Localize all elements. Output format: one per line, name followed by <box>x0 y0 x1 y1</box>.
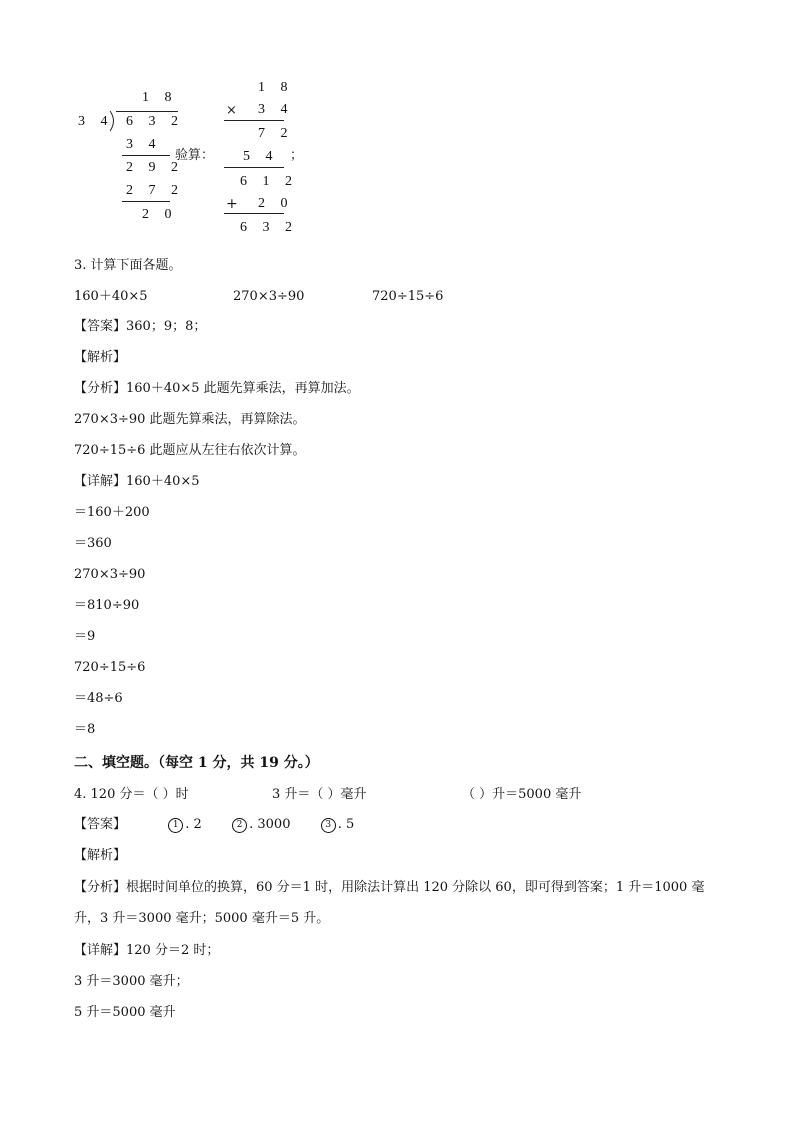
q4-detail-3: 5 升＝5000 毫升 <box>74 1005 176 1020</box>
division-line-2 <box>122 201 170 202</box>
mult-line-2 <box>224 167 284 168</box>
divisor: 3 4 <box>78 114 114 129</box>
q3-step-1: ＝160＋200 <box>74 505 150 520</box>
q3-analysis-2: 270×3÷90 此题先算乘法，再算除法。 <box>74 412 306 427</box>
q4-answer-1: . 2 <box>185 817 202 832</box>
multiplier: 3 4 <box>258 102 294 117</box>
partial-product-2: 5 4 <box>243 149 279 164</box>
answer-2-marker: 2 <box>232 818 247 833</box>
q4-detail-2: 3 升＝3000 毫升； <box>74 974 189 989</box>
answer-3-marker: 3 <box>321 818 336 833</box>
q4-question-c: （ ）升＝5000 毫升 <box>462 787 582 802</box>
division-bracket <box>108 110 118 132</box>
q4-answer-label: 【答案】 <box>74 817 127 832</box>
q4-question-b: 3 升＝（ ）毫升 <box>272 787 367 802</box>
q3-analysis-1: 【分析】160＋40×5 此题先算乘法，再算加法。 <box>74 381 360 396</box>
q3-step-6: 720÷15÷6 <box>74 660 146 675</box>
check-result: 6 3 2 <box>240 220 298 235</box>
q3-step-7: ＝48÷6 <box>74 691 123 706</box>
q3-expr-1: 160＋40×5 <box>74 289 148 304</box>
times-sign: × <box>226 103 237 118</box>
q3-jiexi: 【解析】 <box>74 350 127 365</box>
dividend: 6 3 2 <box>126 114 184 129</box>
q3-step-3: 270×3÷90 <box>74 567 146 582</box>
q4-analysis-1: 【分析】根据时间单位的换算，60 分＝1 时，用除法计算出 120 分除以 60，即可得到答案；1 升＝1000 毫 <box>74 880 705 895</box>
multiplicand: 1 8 <box>258 80 294 95</box>
q3-detail: 【详解】160＋40×5 <box>74 474 200 489</box>
q3-step-4: ＝810÷90 <box>74 598 140 613</box>
partial-product-1: 7 2 <box>258 126 294 141</box>
answer-1-marker: 1 <box>168 818 183 833</box>
q4-answer-2: . 3000 <box>249 817 291 832</box>
q3-expr-2: 270×3÷90 <box>233 289 305 304</box>
section-2-heading: 二、填空题。（每空 1 分，共 19 分。） <box>74 755 319 771</box>
check-label: 验算： <box>175 148 215 163</box>
plus-sign: + <box>226 196 238 212</box>
product: 6 1 2 <box>240 174 298 189</box>
remainder: 2 0 <box>142 207 178 222</box>
q4-detail-1: 【详解】120 分＝2 时； <box>74 943 220 958</box>
mult-line-3 <box>224 213 284 214</box>
division-step-2: 2 9 2 <box>126 160 184 175</box>
q4-answer-3: . 5 <box>337 817 355 832</box>
q3-step-8: ＝8 <box>74 722 96 737</box>
q3-title: 3. 计算下面各题。 <box>74 258 182 273</box>
q4-question-a: 4. 120 分＝（ ）时 <box>74 787 189 802</box>
division-step-1: 3 4 <box>126 137 162 152</box>
q3-answer: 【答案】360；9；8； <box>74 319 207 334</box>
q4-answer-row <box>74 816 354 834</box>
check-end-mark: ； <box>290 148 304 163</box>
q3-expr-3: 720÷15÷6 <box>372 289 444 304</box>
q3-step-2: ＝360 <box>74 536 112 551</box>
division-line-1 <box>122 155 170 156</box>
q3-analysis-3: 720÷15÷6 此题应从左往右依次计算。 <box>74 443 306 458</box>
addend: 2 0 <box>258 196 294 211</box>
mult-line-1 <box>224 120 284 121</box>
division-step-3: 2 7 2 <box>126 183 184 198</box>
q4-analysis-2: 升，3 升＝3000 毫升；5000 毫升＝5 升。 <box>74 911 330 926</box>
q4-jiexi: 【解析】 <box>74 848 127 863</box>
division-bar <box>116 111 178 112</box>
quotient: 1 8 <box>142 90 178 105</box>
q3-step-5: ＝9 <box>74 629 96 644</box>
